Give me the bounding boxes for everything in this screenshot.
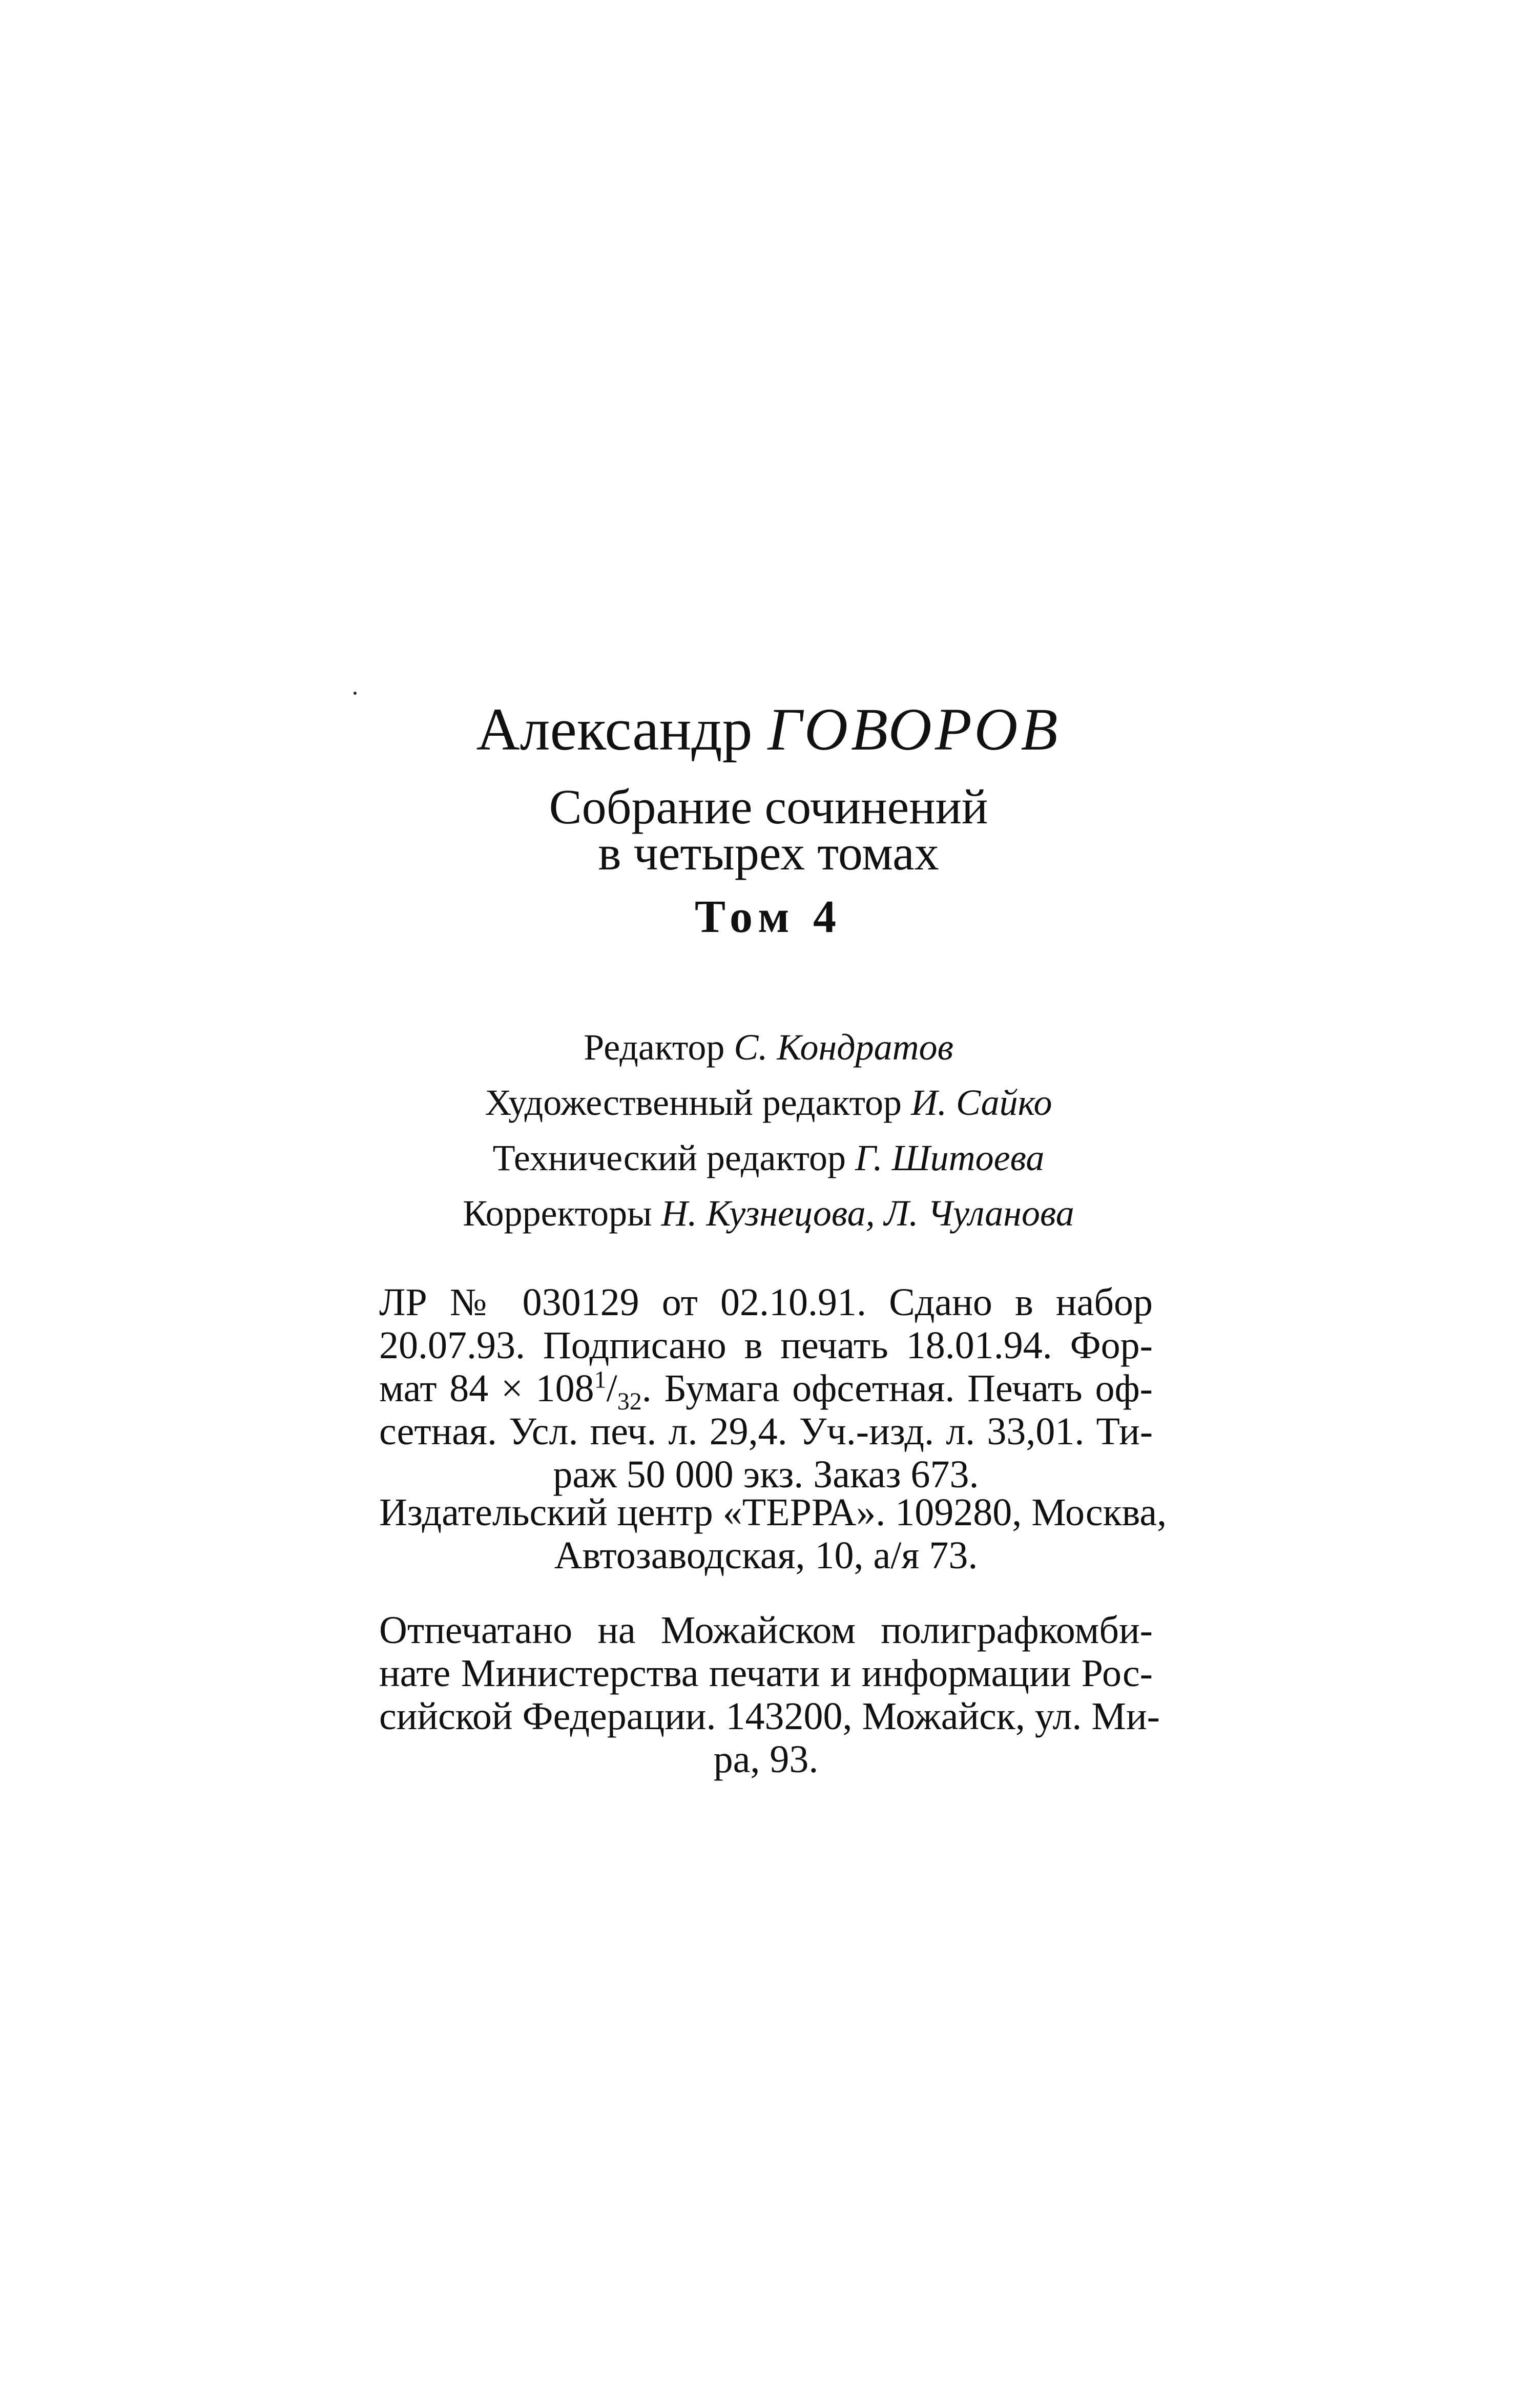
staff-names: Н. Кузнецова, Л. Чуланова bbox=[661, 1193, 1074, 1234]
print-details bbox=[379, 1281, 1153, 1496]
printer-line: сийской Федерации. 143200, Можайск, ул. Ми- bbox=[379, 1695, 1160, 1738]
staff-names: С. Кондратов bbox=[734, 1027, 953, 1068]
staff-role: Художественный редактор bbox=[485, 1082, 902, 1123]
volume-number: Том 4 bbox=[694, 891, 843, 942]
publisher-info bbox=[379, 1491, 1167, 1577]
paper-text: . Бумага офсетная. Печать оф- bbox=[641, 1367, 1153, 1410]
printer-line: Отпечатано на Можайском полиграфкомби- bbox=[379, 1609, 1153, 1652]
publisher-line: Издательский центр «ТЕРРА». 109280, Москва, bbox=[379, 1491, 1167, 1534]
staff-names: Г. Шитоева bbox=[855, 1137, 1045, 1178]
staff-role: Корректоры bbox=[463, 1193, 652, 1234]
printer-line: ра, 93. bbox=[713, 1738, 819, 1781]
print-details-line: ЛР № 030129 от 02.10.91. Сдано в набор bbox=[379, 1281, 1153, 1324]
staff-role: Технический редактор bbox=[492, 1137, 846, 1178]
staff-technical-editor bbox=[0, 1130, 1537, 1186]
author-name bbox=[0, 696, 1537, 763]
staff-proofreaders bbox=[0, 1186, 1537, 1241]
staff-role: Редактор bbox=[584, 1027, 725, 1068]
print-details-line: 20.07.93. Подписано в печать 18.01.94. Фор- bbox=[379, 1324, 1153, 1367]
print-details-line: раж 50 000 экз. Заказ 673. bbox=[553, 1453, 979, 1496]
format-numerator: 1 bbox=[594, 1366, 607, 1394]
collection-title-line-1: Собрание сочинений bbox=[549, 779, 988, 834]
staff-names: И. Сайко bbox=[911, 1082, 1052, 1123]
format-denominator: 32 bbox=[617, 1388, 642, 1416]
staff-credits bbox=[0, 1020, 1537, 1241]
author-surname: ГОВОРОВ bbox=[767, 696, 1061, 763]
staff-art-editor bbox=[0, 1075, 1537, 1130]
publisher-line: Автозаводская, 10, а/я 73. bbox=[554, 1534, 978, 1577]
collection-title bbox=[0, 779, 1537, 880]
format-text: мат 84 × 108 bbox=[379, 1367, 594, 1410]
author-first-name: Александр bbox=[476, 696, 753, 763]
print-details-line: сетная. Усл. печ. л. 29,4. Уч.-изд. л. 33,01. Ти- bbox=[379, 1410, 1153, 1453]
printer-line: нате Министерства печати и информации Рос- bbox=[379, 1652, 1153, 1695]
collection-title-line-2: в четырех томах bbox=[598, 825, 939, 880]
print-details-line: мат $84 \times 108^1/_{32}$. Бумага офсетная. Печать оф- bbox=[379, 1366, 1153, 1416]
staff-editor bbox=[0, 1020, 1537, 1075]
scan-speck bbox=[354, 692, 357, 695]
printer-info bbox=[379, 1609, 1160, 1781]
